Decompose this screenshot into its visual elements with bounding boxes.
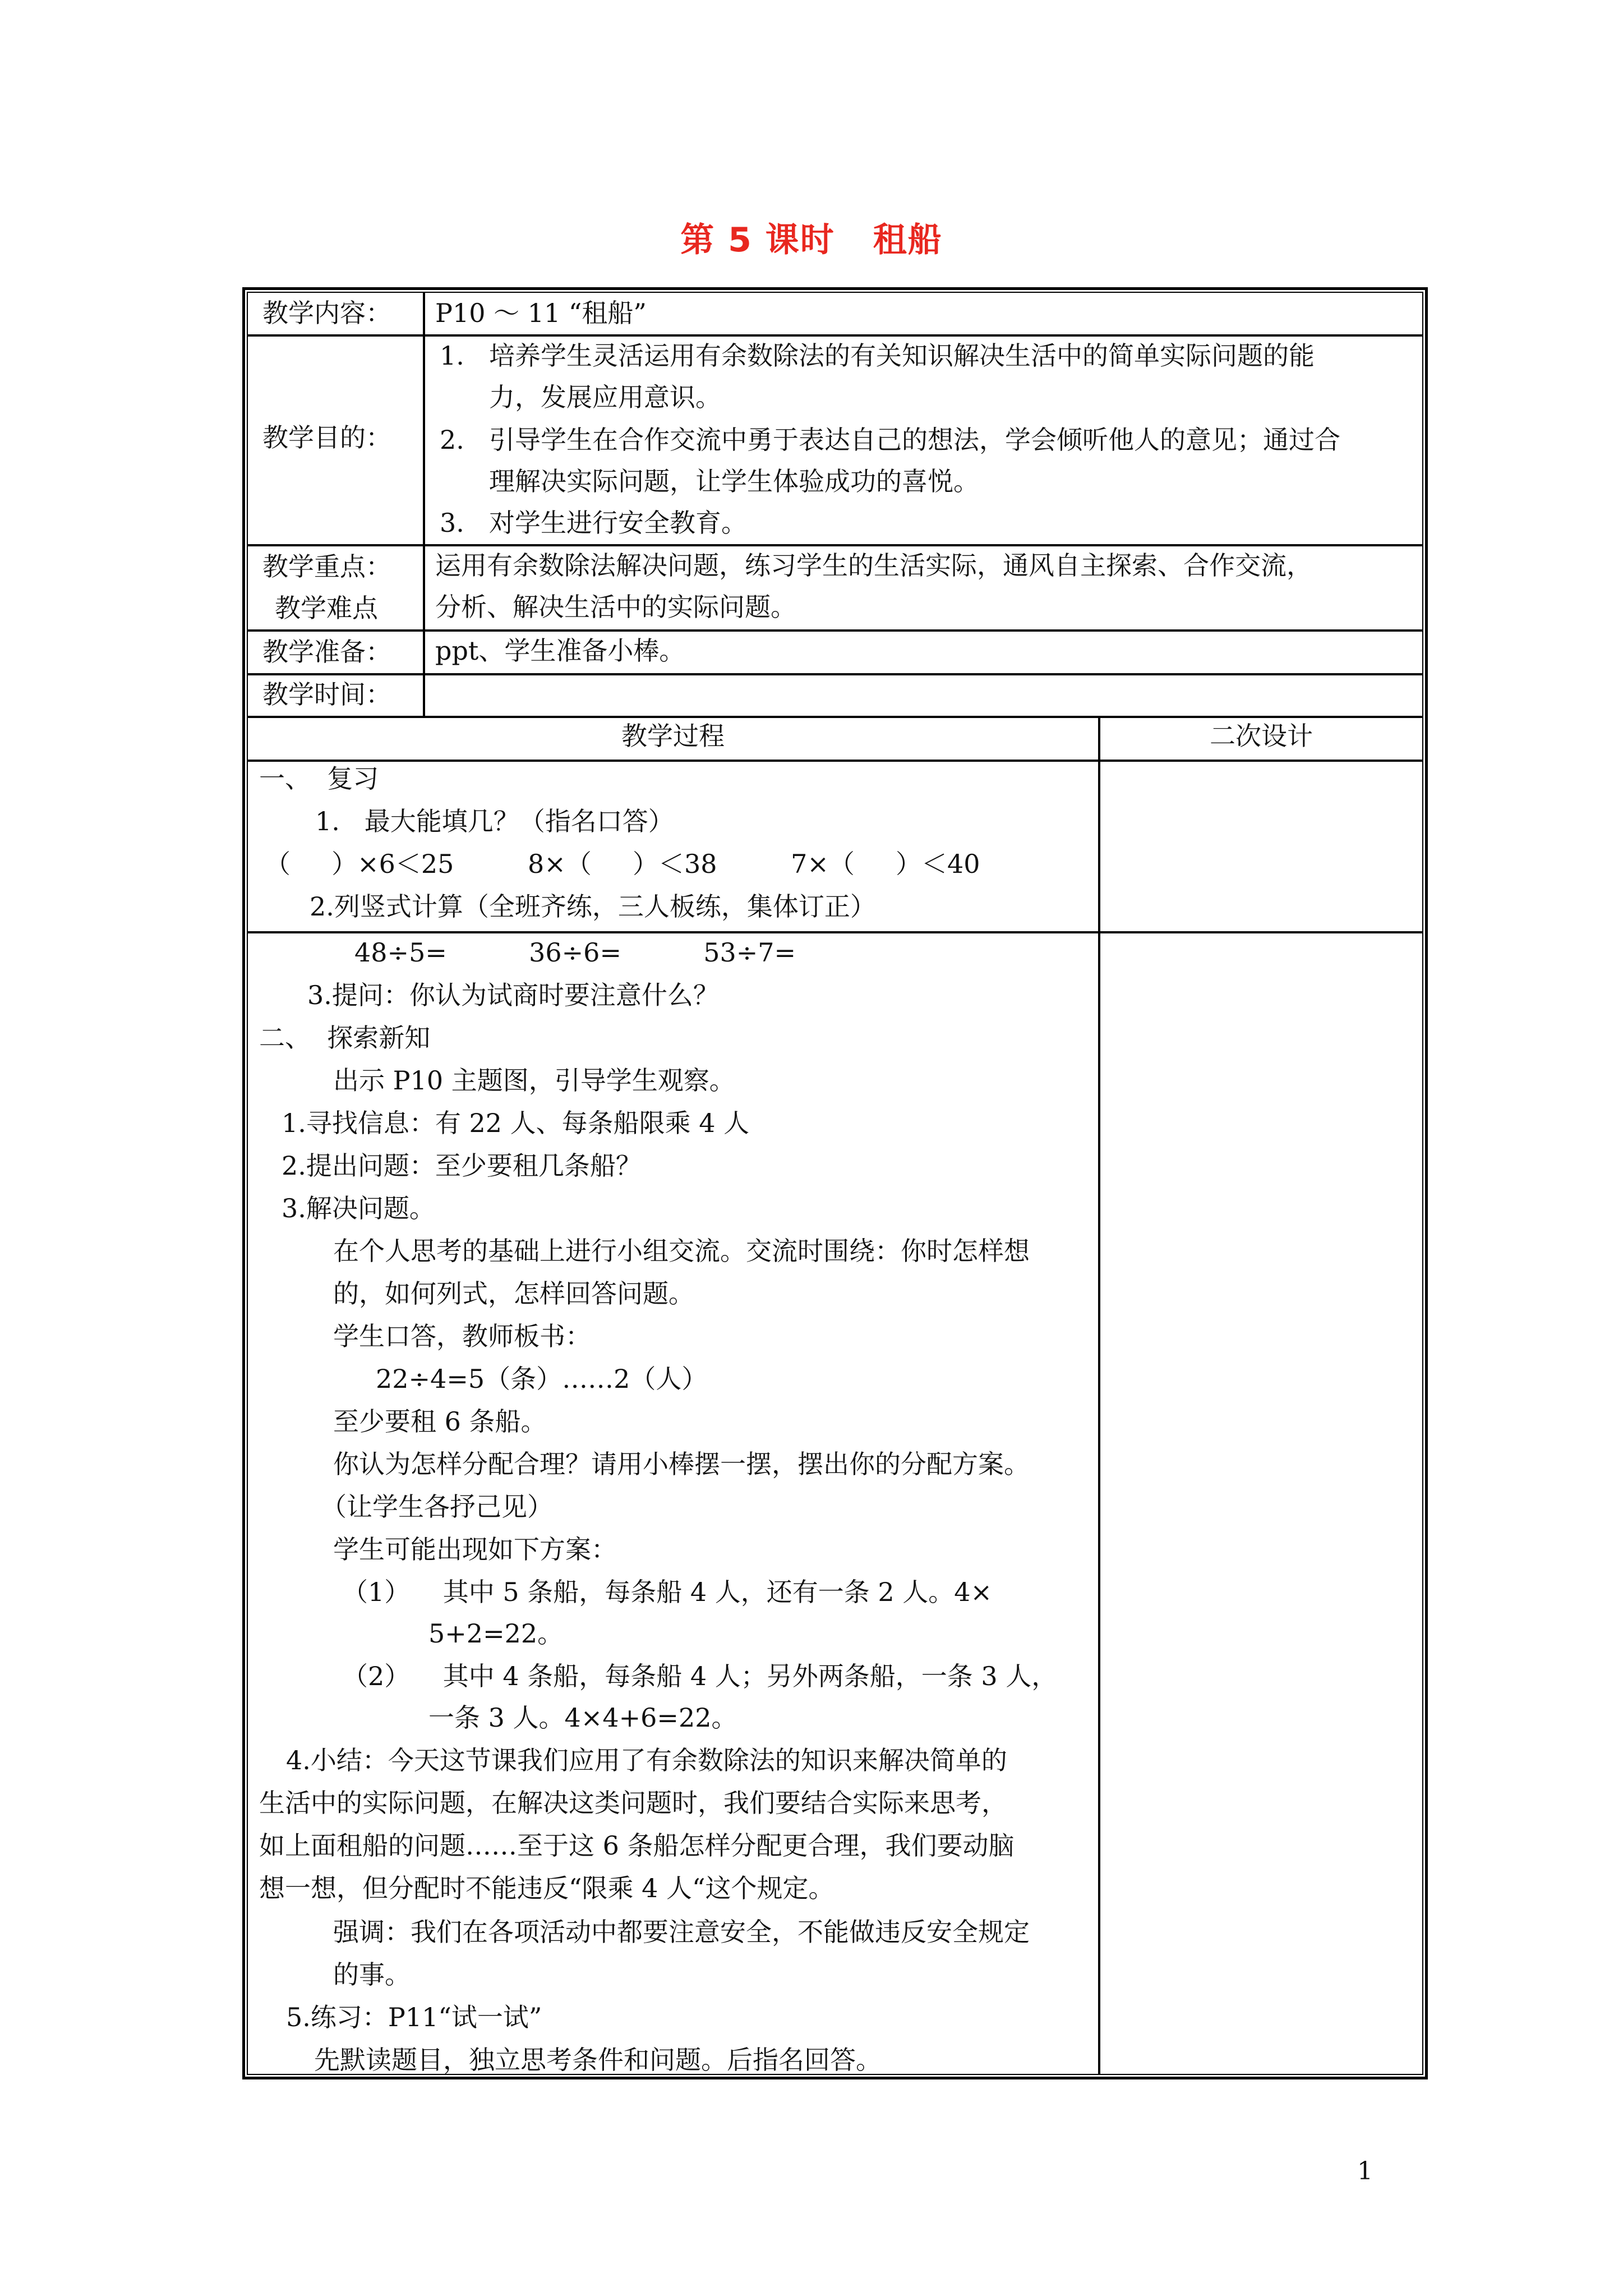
time-value-cell (424, 674, 1423, 717)
focus-line-1: 运用有余数除法解决问题，练习学生的生活实际，通风自主探索、合作交流， (435, 550, 1312, 581)
practice-line: 5.练习：P11“试一试” (286, 2002, 542, 2032)
goal-3-line1: 对学生进行安全教育。 (489, 508, 747, 538)
summary-line: 想一想，但分配时不能违反“限乘 4 人“这个规定。 (259, 1873, 834, 1903)
process-line: 学生可能出现如下方案： (333, 1534, 617, 1565)
review-question-2: 2.列竖式计算（全班齐练，三人板练，集体订正） (310, 891, 876, 922)
process-line: 1.寻找信息：有 22 人、每条船限乘 4 人 (282, 1108, 750, 1138)
goal-1-number: 1. (440, 341, 464, 371)
review-question-1: 1. 最大能填几？（指名口答） (315, 806, 674, 836)
goal-2-number: 2. (440, 425, 464, 455)
content-label: 教学内容： (262, 298, 391, 328)
practice-line: 先默读题目，独立思考条件和问题。后指名回答。 (314, 2045, 882, 2075)
process-line: 学生口答，教师板书： (333, 1321, 591, 1351)
plan-1-line-1: （1） 其中 5 条船，每条船 4 人，还有一条 2 人。4× (342, 1577, 993, 1607)
process-line: 至少要租 6 条船。 (333, 1406, 547, 1437)
process-line: （让学生各抒己见） (321, 1492, 553, 1522)
lesson-topic: 租船 (873, 220, 943, 260)
page-number: 1 (1357, 2157, 1373, 2185)
process-line: 的，如何列式，怎样回答问题。 (333, 1278, 694, 1309)
focus-line-2: 分析、解决生活中的实际问题。 (435, 592, 796, 622)
focus-label: 教学重点： (262, 551, 391, 582)
redesign-header: 二次设计 (1210, 721, 1313, 751)
goal-2-line2: 理解决实际问题，让学生体验成功的喜悦。 (489, 466, 979, 496)
review-expressions: （ ）×6＜25 8×（ ）＜38 7×（ ）＜40 (265, 849, 980, 879)
summary-line: 4.小结：今天这节课我们应用了有余数除法的知识来解决简单的 (286, 1745, 1007, 1775)
lesson-number: 第 5 课时 (680, 220, 835, 260)
plan-2-line-1: （2） 其中 4 条船，每条船 4 人；另外两条船，一条 3 人， (342, 1661, 1058, 1691)
review-heading: 一、 复习 (259, 763, 379, 794)
process-line: 2.提出问题：至少要租几条船？ (282, 1151, 642, 1181)
content-value: P10 ～ 11 “租船” (435, 298, 647, 328)
process-header: 教学过程 (621, 721, 725, 751)
difficulty-label: 教学难点 (275, 593, 378, 623)
emphasis-line: 的事。 (333, 1959, 411, 1990)
review-notes-cell (1099, 761, 1423, 932)
goal-label: 教学目的： (262, 422, 391, 453)
process-notes-cell (1099, 932, 1423, 2075)
board-equation: 22÷4=5（条）……2（人） (376, 1364, 708, 1394)
process-line: 出示 P10 主题图，引导学生观察。 (333, 1065, 735, 1096)
process-line: 你认为怎样分配合理？请用小棒摆一摆，摆出你的分配方案。 (333, 1449, 1030, 1479)
goal-2-line1: 引导学生在合作交流中勇于表达自己的想法，学会倾听他人的意见；通过合 (489, 425, 1340, 455)
calc-line: 48÷5= 36÷6= 53÷7= (354, 937, 796, 968)
process-line: 3.解决问题。 (282, 1193, 435, 1223)
prep-value: ppt、学生准备小棒。 (435, 636, 685, 666)
process-line: 3.提问：你认为试商时要注意什么？ (307, 980, 719, 1010)
section-heading: 二、 探索新知 (259, 1023, 431, 1053)
summary-line: 如上面租船的问题……至于这 6 条船怎样分配更合理，我们要动脑 (259, 1830, 1015, 1861)
goal-3-number: 3. (440, 508, 464, 538)
summary-line: 生活中的实际问题，在解决这类问题时，我们要结合实际来思考， (259, 1788, 1007, 1818)
plan-2-line-2: 一条 3 人。4×4+6=22。 (428, 1703, 737, 1733)
page-title (0, 213, 1623, 261)
time-label: 教学时间： (262, 679, 391, 710)
prep-label: 教学准备： (262, 637, 391, 667)
goal-1-line2: 力，发展应用意识。 (489, 382, 721, 412)
goal-1-line1: 培养学生灵活运用有余数除法的有关知识解决生活中的简单实际问题的能 (489, 341, 1315, 371)
emphasis-line: 强调：我们在各项活动中都要注意安全，不能做违反安全规定 (333, 1917, 1030, 1947)
process-line: 在个人思考的基础上进行小组交流。交流时围绕：你时怎样想 (333, 1236, 1030, 1266)
plan-1-line-2: 5+2=22。 (428, 1618, 564, 1649)
